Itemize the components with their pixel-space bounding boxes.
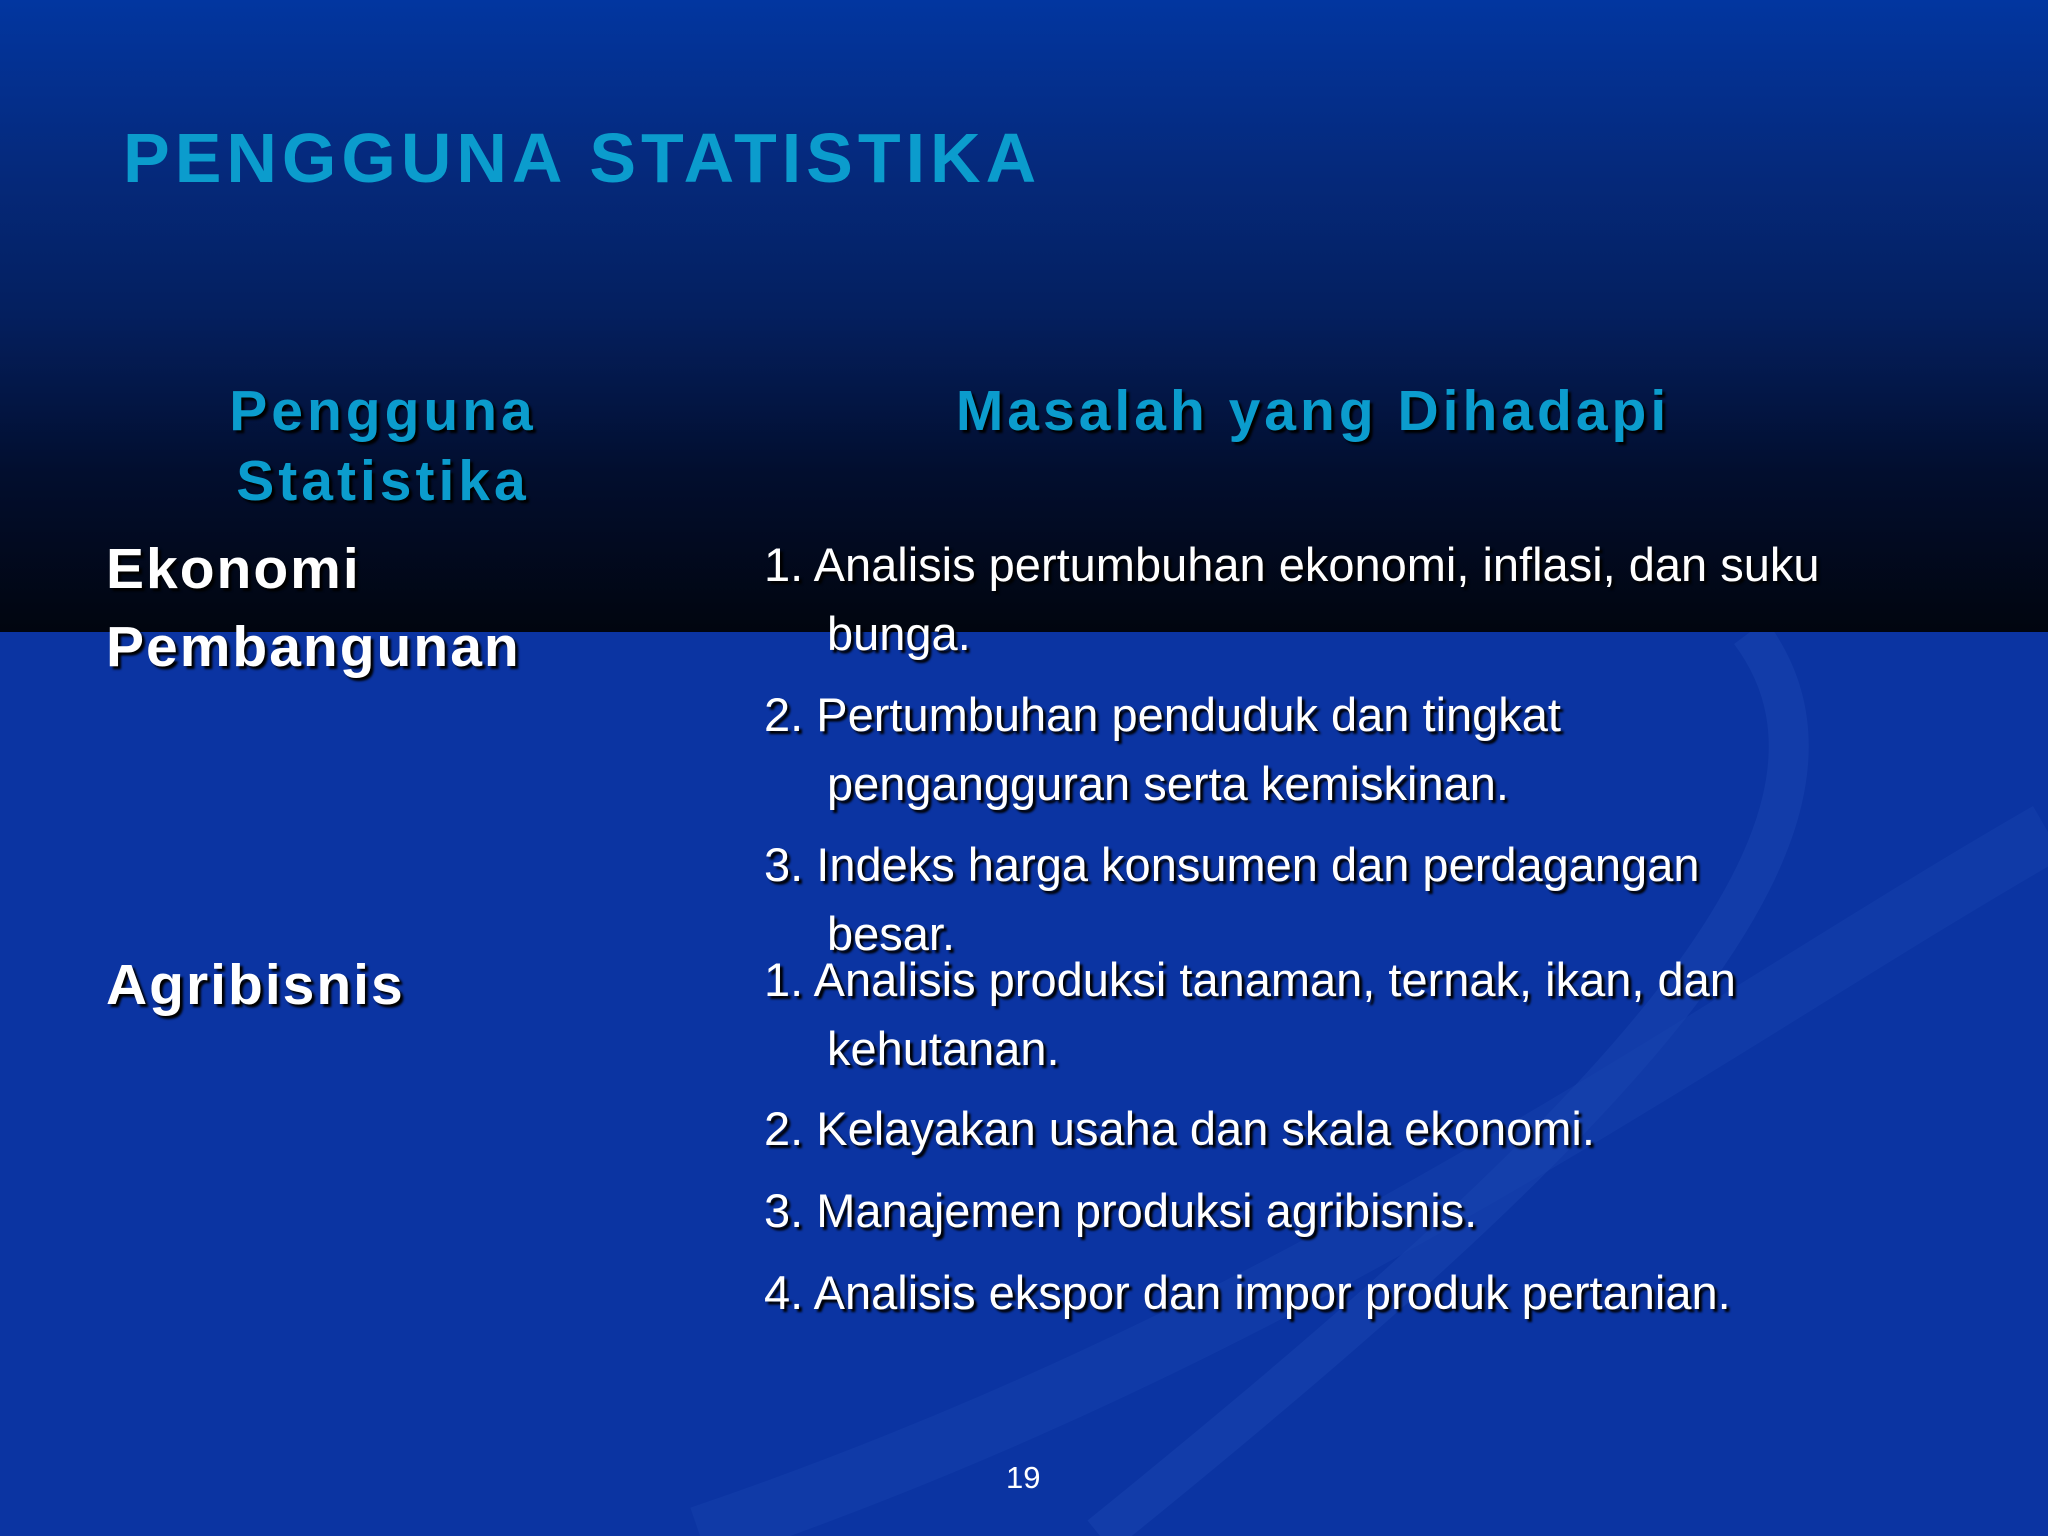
header-line: Pengguna — [229, 379, 537, 443]
list-item: 3. Manajemen produksi agribisnis. — [764, 1184, 1478, 1237]
column-header-users — [183, 378, 583, 514]
list-item: 2. Pertumbuhan penduduk dan tingkat pengangguran serta kemiskinan. — [764, 688, 1561, 810]
list-item: 1. Analisis pertumbuhan ekonomi, inflasi, dan suku bunga. — [764, 538, 1820, 660]
category-line: Ekonomi — [106, 537, 361, 601]
list-item: 4. Analisis ekspor dan impor produk pertanian. — [764, 1266, 1731, 1319]
category-agribisnis: Agribisnis — [106, 953, 405, 1017]
slide-title: PENGGUNA STATISTIKA — [123, 119, 1042, 197]
column-header-problems: Masalah yang Dihadapi — [955, 379, 1671, 443]
list-item: 1. Analisis produksi tanaman, ternak, ikan, dan kehutanan. — [764, 953, 1736, 1075]
list-item: 3. Indeks harga konsumen dan perdagangan besar. — [764, 838, 1700, 960]
category-ekonomi-pembangunan — [106, 536, 521, 680]
page-number: 19 — [1006, 1460, 1041, 1495]
header-line: Statistika — [236, 449, 530, 513]
category-line: Pembangunan — [106, 615, 521, 679]
list-item: 2. Kelayakan usaha dan skala ekonomi. — [764, 1102, 1595, 1155]
